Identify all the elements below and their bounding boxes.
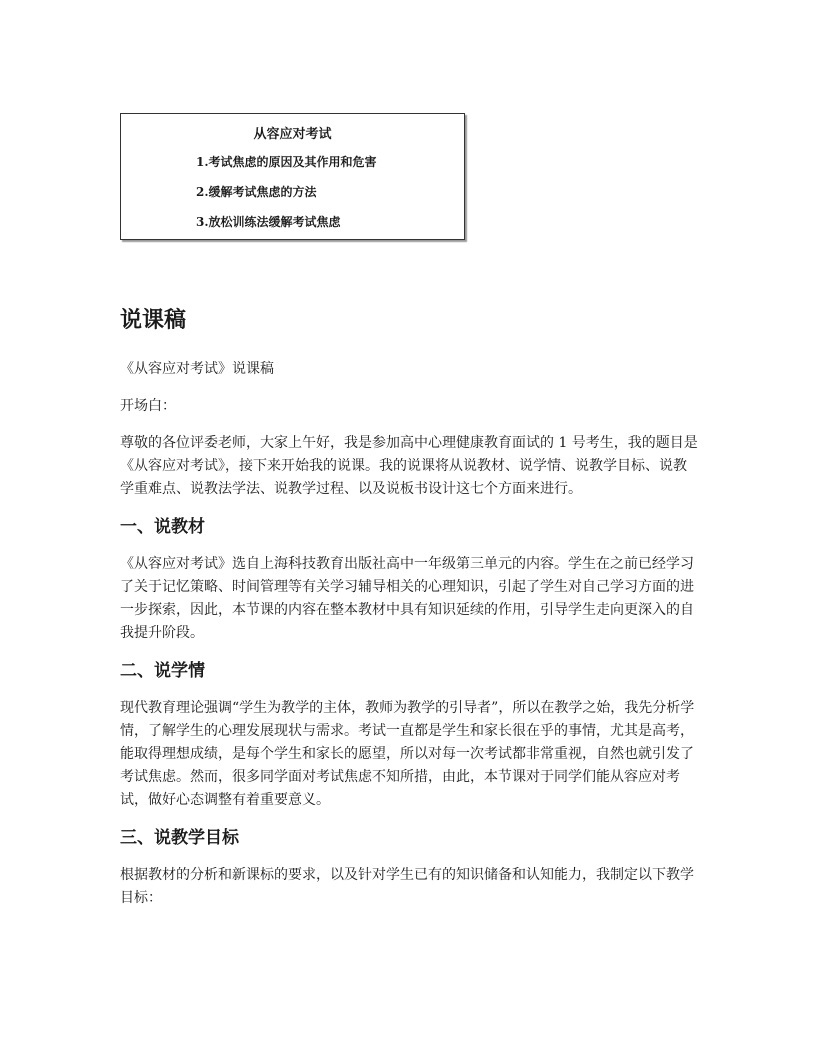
opening-label: 开场白： xyxy=(120,398,176,414)
document-subtitle: 《从容应对考试》说课稿 xyxy=(120,361,274,377)
document-title: 说课稿 xyxy=(120,308,187,333)
outline-title: 从容应对考试 xyxy=(253,127,332,142)
section-heading: 二、说学情 xyxy=(120,661,205,681)
outline-item: 3.放松训练法缓解考试焦虑 xyxy=(196,215,341,229)
document-body xyxy=(120,305,700,924)
outline-item: 1.考试焦虑的原因及其作用和危害 xyxy=(196,155,377,169)
section-paragraph: 根据教材的分析和新课标的要求，以及针对学生已有的知识储备和认知能力，我制定以下教学目标： xyxy=(120,867,694,906)
section-heading: 三、说教学目标 xyxy=(120,828,239,848)
outline-box xyxy=(120,113,465,240)
section-heading: 一、说教材 xyxy=(120,517,205,537)
section-paragraph: 现代教育理论强调“学生为教学的主体，教师为教学的引导者”，所以在教学之始，我先分析学情，了解学生的心理发展现状与需求。考试一直都是学生和家长很在乎的事情，尤其是高考，能取得理想成绩，是每个学生和家长的愿望，所以对每一次考试都非常重视，自然也就引发了考试焦虑。然而，很多同学面对考试焦虑不知所措，由此，本节课对于同学们能从容应对考试，做好心态调整有着重要意义。 xyxy=(120,700,695,808)
outline-item: 2.缓解考试焦虑的方法 xyxy=(196,185,317,199)
opening-paragraph: 尊敬的各位评委老师，大家上午好，我是参加高中心理健康教育面试的 1 号考生，我的题目是《从容应对考试》，接下来开始我的说课。我的说课将从说教材、说学情、说教学目标、说教学重难点、说教法学法、说教学过程、以及说板书设计这七个方面来进行。 xyxy=(120,435,698,497)
section-paragraph: 《从容应对考试》选自上海科技教育出版社高中一年级第三单元的内容。学生在之前已经学习了关于记忆策略、时间管理等有关学习辅导相关的心理知识，引起了学生对自己学习方面的进一步探索，因此，本节课的内容在整本教材中具有知识延续的作用，引导学生走向更深入的自我提升阶段。 xyxy=(120,556,694,641)
